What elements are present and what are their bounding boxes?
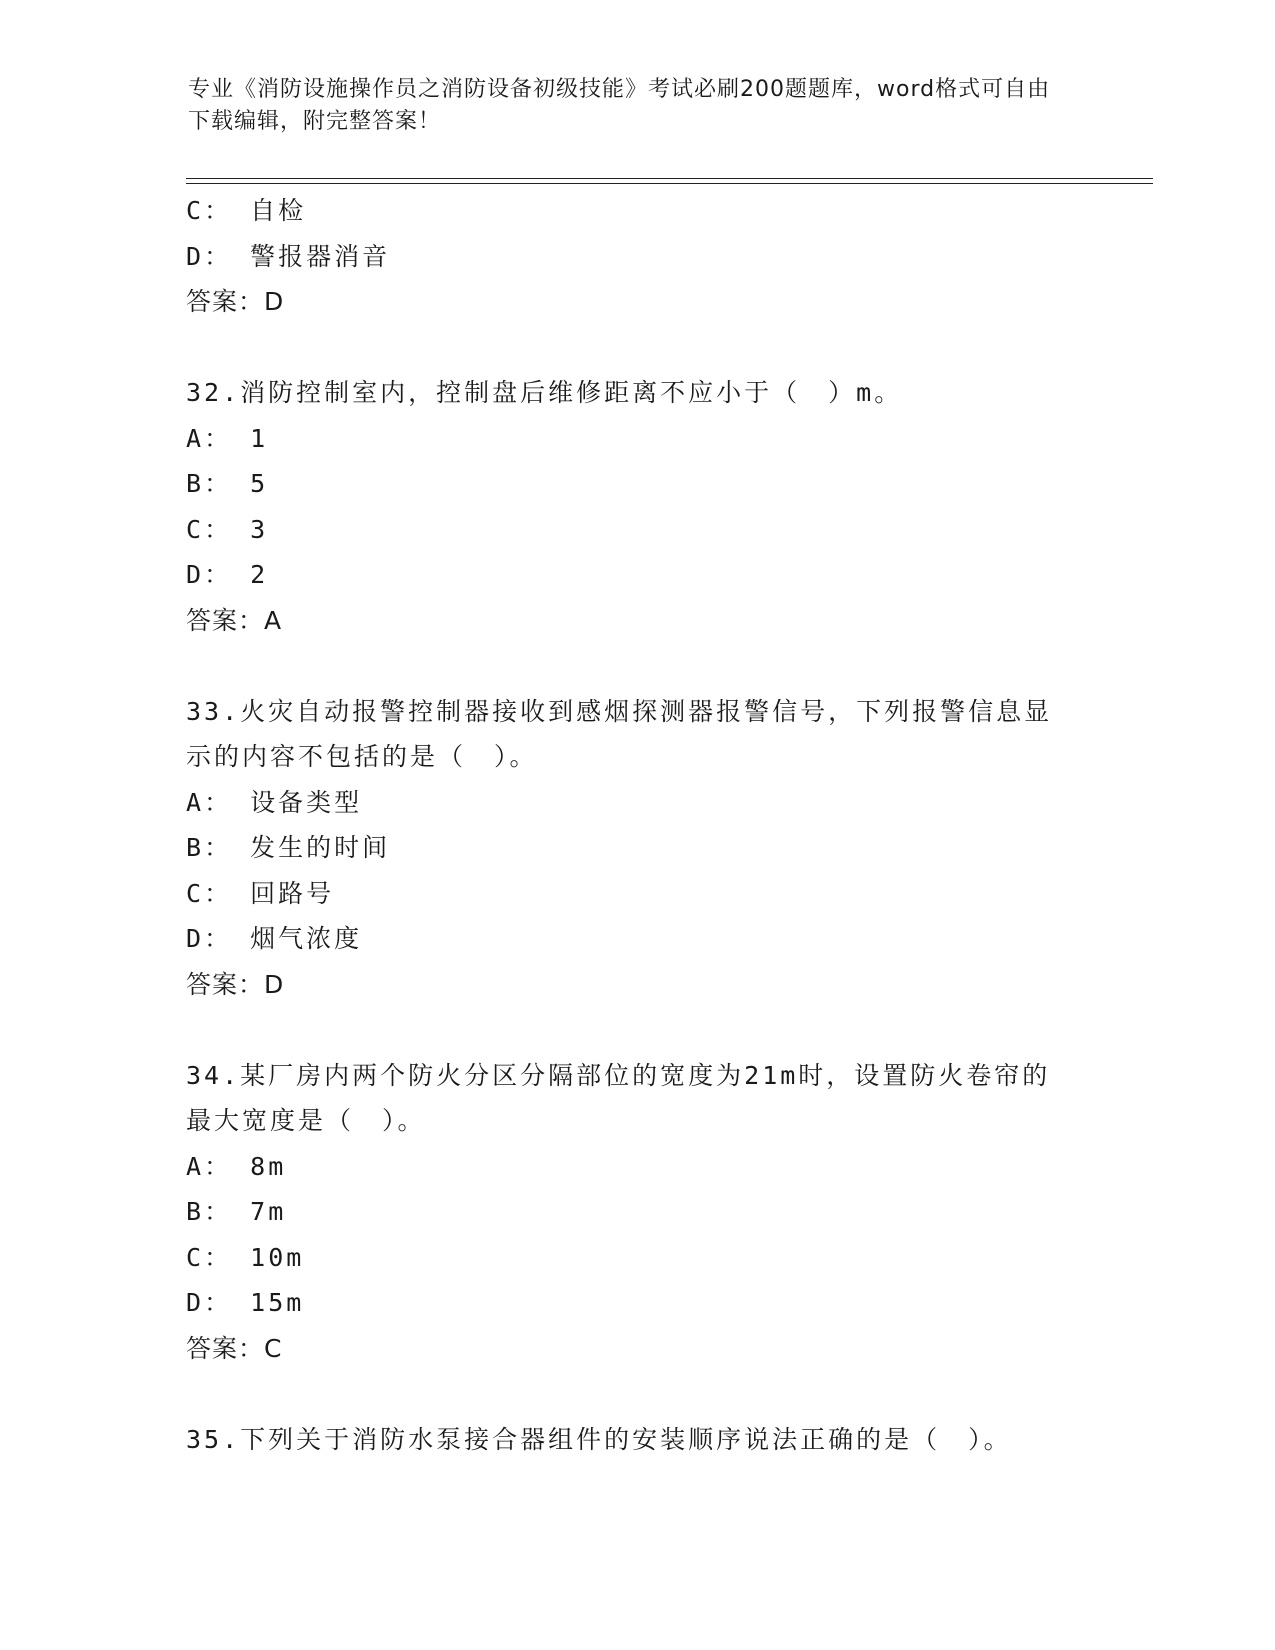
header-title: 专业《消防设施操作员之消防设备初级技能》考试必刷200题题库，word格式可自由下载编辑，附完整答案！ xyxy=(188,77,1051,134)
option-a: A： 8m xyxy=(186,1151,287,1181)
option-d: D： 2 xyxy=(186,560,269,589)
question-stem: 34.某厂房内两个防火分区分隔部位的宽度为21m时，设置防火卷帘的最大宽度是（ ）。 xyxy=(186,1060,1051,1135)
answer-line: 答案：A xyxy=(186,605,283,635)
answer-line: 答案：D xyxy=(186,969,285,999)
question-34 xyxy=(186,1053,1086,1372)
question-stem: 35.下列关于消防水泵接合器组件的安装顺序说法正确的是（ ）。 xyxy=(186,1424,1012,1454)
option-c: C： 3 xyxy=(186,514,269,544)
option-b: B： 发生的时间 xyxy=(186,833,391,862)
option-d: D： 15m xyxy=(186,1288,305,1317)
option-b: B： 7m xyxy=(186,1197,287,1226)
answer-line: 答案：C xyxy=(186,1333,283,1363)
option-c: C： 自检 xyxy=(186,196,307,225)
option-a: A： 1 xyxy=(186,423,269,453)
question-33 xyxy=(186,689,1086,1008)
question-35 xyxy=(186,1417,1086,1463)
answer-line: 答案：D xyxy=(186,287,285,316)
option-c: C： 回路号 xyxy=(186,878,335,908)
header-divider-top xyxy=(186,178,1153,179)
header-divider-bottom xyxy=(186,183,1153,184)
question-stem: 33.火灾自动报警控制器接收到感烟探测器报警信号，下列报警信息显示的内容不包括的是（ ）。 xyxy=(186,696,1053,771)
question-32 xyxy=(186,370,1086,643)
option-d: D： 警报器消音 xyxy=(186,241,391,271)
option-c: C： 10m xyxy=(186,1242,305,1272)
option-b: B： 5 xyxy=(186,469,269,498)
question-31-tail xyxy=(186,188,1086,325)
option-a: A： 设备类型 xyxy=(186,787,363,817)
question-list xyxy=(186,188,1086,1462)
document-header xyxy=(188,74,1068,138)
question-stem: 32.消防控制室内，控制盘后维修距离不应小于（ ）m。 xyxy=(186,378,903,407)
option-d: D： 烟气浓度 xyxy=(186,924,363,953)
